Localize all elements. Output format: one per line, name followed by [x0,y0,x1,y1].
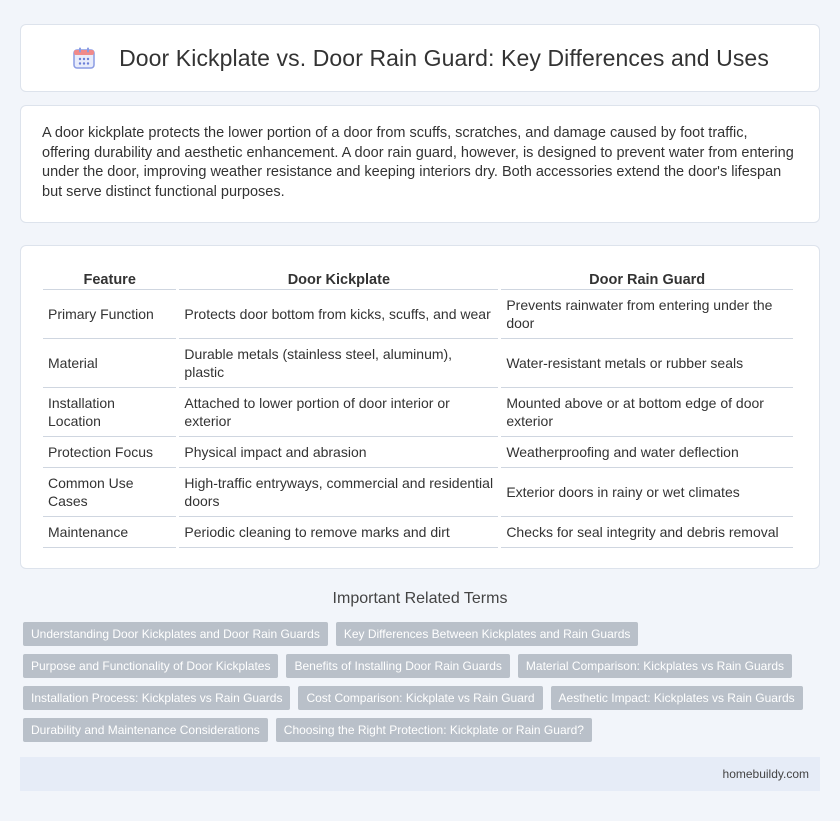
table-row [43,388,793,437]
feature-cell: Installation Location [43,388,176,437]
table-row [43,290,793,339]
related-terms-section [20,590,820,742]
related-tag[interactable]: Key Differences Between Kickplates and Rain Guards [336,622,639,646]
related-tag[interactable]: Durability and Maintenance Considerations [23,718,268,742]
kickplate-cell: Attached to lower portion of door interior or exterior [179,388,498,437]
kickplate-cell: Durable metals (stainless steel, aluminum), plastic [179,339,498,388]
intro-text: A door kickplate protects the lower portion of a door from scuffs, scratches, and damage caused by foot traffic, offering durability and aesthetic enhancement. A door rain guard, however, is designed to prevent water from entering under the door, improving weather resistance and keeping interiors dry. Both accessories extend the door's lifespan but serve distinct functional purposes. [42,125,794,200]
feature-cell: Protection Focus [43,437,176,468]
rain-guard-cell: Weatherproofing and water deflection [501,437,793,468]
related-tag[interactable]: Benefits of Installing Door Rain Guards [286,654,509,678]
rain-guard-cell: Water-resistant metals or rubber seals [501,339,793,388]
related-tag[interactable]: Aesthetic Impact: Kickplates vs Rain Guards [551,686,803,710]
header-rain-guard: Door Rain Guard [501,264,793,290]
feature-cell: Material [43,339,176,388]
table-row [43,517,793,548]
table-row [43,468,793,517]
table-card [20,245,820,569]
feature-cell: Common Use Cases [43,468,176,517]
comparison-table [40,264,796,548]
related-terms-title: Important Related Terms [332,590,508,607]
related-tag[interactable]: Material Comparison: Kickplates vs Rain Guards [518,654,792,678]
rain-guard-cell: Checks for seal integrity and debris removal [501,517,793,548]
kickplate-cell: High-traffic entryways, commercial and residential doors [179,468,498,517]
table-row [43,437,793,468]
related-tag[interactable]: Understanding Door Kickplates and Door Rain Guards [23,622,328,646]
page-title: Door Kickplate vs. Door Rain Guard: Key Differences and Uses [119,44,769,71]
intro-card [20,105,820,223]
rain-guard-cell: Exterior doors in rainy or wet climates [501,468,793,517]
kickplate-cell: Protects door bottom from kicks, scuffs, and wear [179,290,498,339]
rain-guard-cell: Prevents rainwater from entering under the door [501,290,793,339]
feature-cell: Primary Function [43,290,176,339]
header-card [20,24,820,92]
table-row [43,339,793,388]
calendar-icon [71,45,97,71]
footer [20,757,820,791]
header-kickplate: Door Kickplate [179,264,498,290]
feature-cell: Maintenance [43,517,176,548]
related-tag[interactable]: Cost Comparison: Kickplate vs Rain Guard [298,686,542,710]
related-tag[interactable]: Installation Process: Kickplates vs Rain Guards [23,686,290,710]
title-wrap [71,45,769,72]
related-tags [20,622,820,742]
rain-guard-cell: Mounted above or at bottom edge of door exterior [501,388,793,437]
header-feature: Feature [43,264,176,290]
kickplate-cell: Periodic cleaning to remove marks and dirt [179,517,498,548]
table-header-row [43,264,793,290]
related-tag[interactable]: Purpose and Functionality of Door Kickplates [23,654,278,678]
kickplate-cell: Physical impact and abrasion [179,437,498,468]
footer-site[interactable]: homebuildy.com [722,767,809,781]
related-tag[interactable]: Choosing the Right Protection: Kickplate or Rain Guard? [276,718,592,742]
